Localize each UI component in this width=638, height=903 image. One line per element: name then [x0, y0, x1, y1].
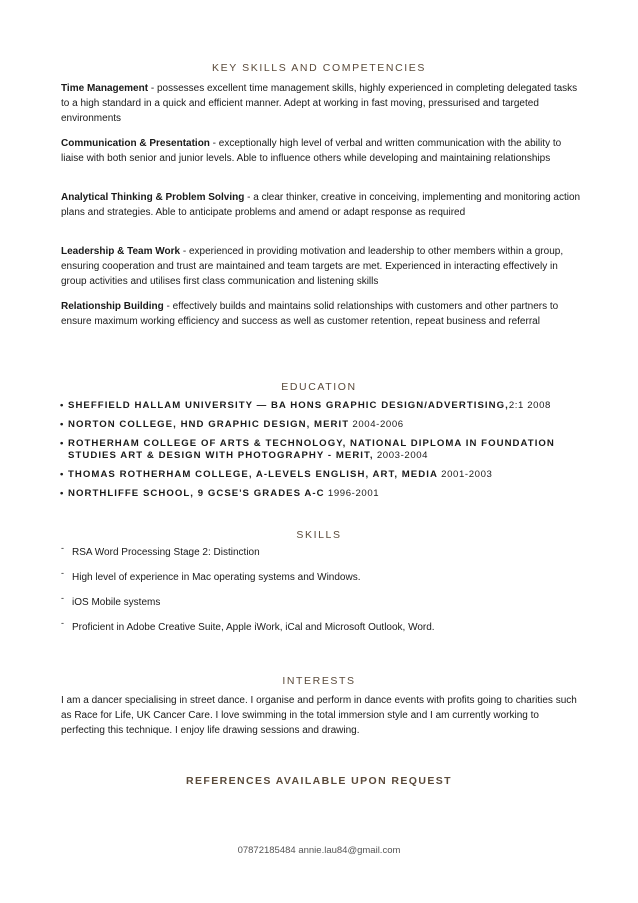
- key-skills-heading: KEY SKILLS AND COMPETENCIES: [212, 62, 426, 74]
- references-note: REFERENCES AVAILABLE UPON REQUEST: [186, 775, 452, 787]
- skill-relationship: [61, 299, 581, 329]
- education-item: [60, 488, 580, 500]
- skill-text: - exceptionally high level of verbal and written communication with the ability to liaise with both senior and junior levels. Able to influence others while developing and maintaining relationships: [61, 138, 562, 164]
- interests-text: I am a dancer specialising in street dance. I organise and perform in dance events with profits going to charities such as Race for Life, UK Cancer Care. I love swimming in the total immersion style and I am currently working to perfecting this technique. I enjoy life drawing sessions and drawing.: [61, 695, 577, 736]
- dash-icon: -: [61, 593, 64, 603]
- bullet-icon: •: [60, 419, 65, 430]
- skill-time-management: [61, 81, 581, 126]
- skill-text: - possesses excellent time management skills, highly experienced in completing delegated tasks to a high standard in a quick and efficient manner. Adept at working in fast moving, pressurised and targeted environments: [61, 83, 578, 124]
- skills-list: [61, 543, 581, 647]
- bullet-icon: •: [60, 400, 65, 411]
- skill-text: - effectively builds and maintains solid relationships with customers and other partners to ensure maximum working efficiency and success as well as customer retention, repeat business and referral: [61, 301, 559, 327]
- skills-text: Proficient in Adobe Creative Suite, Apple iWork, iCal and Microsoft Outlook, Word.: [72, 622, 435, 633]
- education-text: NORTON COLLEGE, HND GRAPHIC DESIGN, MERIT: [68, 419, 350, 430]
- skills-item: [61, 593, 581, 622]
- dash-icon: -: [61, 618, 64, 628]
- education-text: THOMAS ROTHERHAM COLLEGE, A-LEVELS ENGLISH, ART, MEDIA: [68, 468, 438, 480]
- dash-icon: -: [61, 543, 64, 553]
- skill-text: - experienced in providing motivation and leadership to other members within a group, ensuring cooperation and trust are maintained and team targets are met. Experienced in interacting effectively in group activities and utilises first class communication and listening skills: [61, 246, 564, 287]
- skill-title: Leadership & Team Work: [61, 246, 181, 257]
- skills-item: [61, 618, 581, 647]
- skill-title: Analytical Thinking & Problem Solving: [61, 192, 245, 203]
- education-dates: 2003-2004: [373, 449, 429, 461]
- skills-text: High level of experience in Mac operating systems and Windows.: [72, 572, 361, 583]
- contact-footer: 07872185484 annie.lau84@gmail.com: [237, 845, 401, 856]
- education-heading: EDUCATION: [281, 381, 357, 393]
- education-dates: 2004-2006: [349, 419, 404, 430]
- skills-item: [61, 543, 581, 572]
- skill-leadership: [61, 244, 581, 289]
- skill-communication: [61, 136, 581, 166]
- education-list: [60, 400, 580, 507]
- skill-title: Relationship Building: [61, 301, 164, 312]
- education-item: [60, 438, 580, 461]
- education-text: ROTHERHAM COLLEGE OF ARTS & TECHNOLOGY, NATIONAL DIPLOMA IN FOUNDATION STUDIES ART & DESIGN WITH PHOTOGRAPHY - MERIT,: [68, 438, 555, 461]
- skill-title: Time Management: [61, 83, 149, 94]
- education-item: [60, 469, 580, 481]
- skills-text: RSA Word Processing Stage 2: Distinction: [72, 547, 260, 558]
- education-dates: 1996-2001: [324, 487, 380, 499]
- education-item: [60, 400, 580, 412]
- bullet-icon: •: [60, 468, 65, 480]
- skills-text: iOS Mobile systems: [72, 597, 161, 608]
- skill-analytical: [61, 190, 581, 220]
- skill-title: Communication & Presentation: [61, 138, 210, 149]
- education-item: [60, 419, 580, 431]
- skills-item: [61, 568, 581, 597]
- bullet-icon: •: [60, 438, 65, 449]
- education-dates: 2:1 2008: [508, 400, 551, 411]
- education-text: SHEFFIELD HALLAM UNIVERSITY — BA HONS GRAPHIC DESIGN/ADVERTISING,: [68, 400, 509, 411]
- dash-icon: -: [61, 568, 64, 578]
- skill-text: - a clear thinker, creative in conceiving, implementing and monitoring action plans and strategies. Able to anticipate problems and amend or adapt response as required: [61, 192, 581, 218]
- education-dates: 2001-2003: [437, 468, 493, 480]
- skills-heading: SKILLS: [296, 529, 342, 541]
- interests-heading: INTERESTS: [282, 675, 356, 687]
- education-text: NORTHLIFFE SCHOOL, 9 GCSE'S GRADES A-C: [68, 487, 325, 499]
- bullet-icon: •: [60, 487, 65, 499]
